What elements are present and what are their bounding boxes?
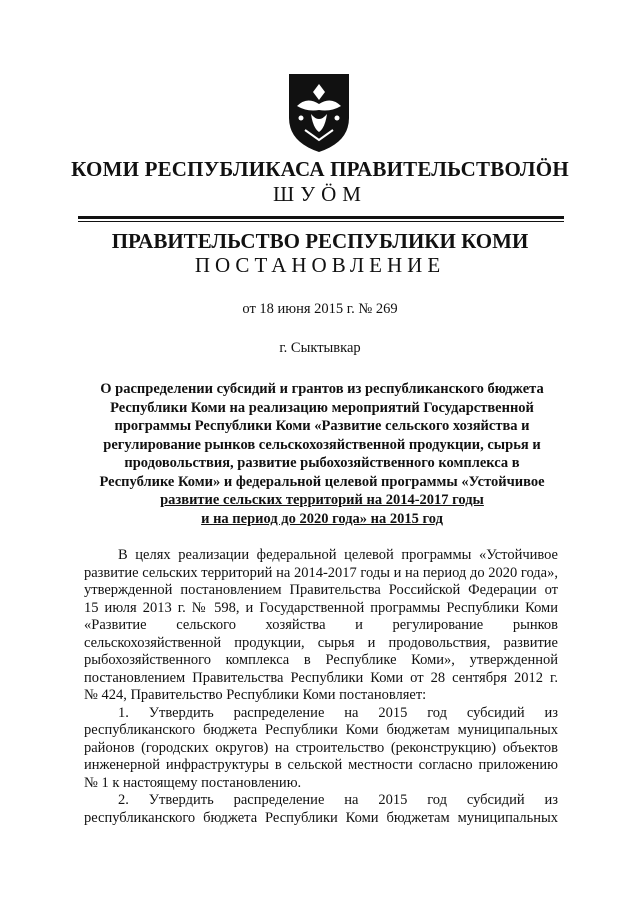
heading-line: Республики Коми на реализацию мероприятий Государственной <box>110 399 534 416</box>
government-title: ПРАВИТЕЛЬСТВО РЕСПУБЛИКИ КОМИ <box>111 229 529 253</box>
body-line: сельскохозяйственной продукции, сырья и продовольствия, развитие <box>84 634 558 651</box>
body-line: инженерной инфраструктуры в сельской местности согласно приложению <box>84 757 558 773</box>
body-line: рыбохозяйственного комплекса в Республике Коми», утвержденной <box>84 652 558 668</box>
heading-line: Республике Коми» и федеральной целевой программы «Устойчивое <box>99 473 545 490</box>
body-line: 2. Утвердить распределение на 2015 год субсидий из <box>118 792 558 808</box>
heading-line: регулирование рынков сельскохозяйственной продукции, сырья и <box>103 436 541 453</box>
header-divider-thin <box>78 221 564 222</box>
header-divider-thick <box>78 216 564 219</box>
coat-of-arms-icon <box>281 70 357 154</box>
body-line: развитие сельских территорий на 2014-2017 годы и на период до 2020 года», <box>84 564 558 581</box>
body-line: № 1 к настоящему постановлению. <box>84 774 302 791</box>
body-line: постановлением Правительства Республики Коми от 28 сентября 2012 г. <box>84 669 558 686</box>
body-line: республиканского бюджета Республики Коми бюджетам муниципальных <box>84 722 558 738</box>
body-line: 1. Утвердить распределение на 2015 год субсидий из <box>118 704 558 721</box>
body-line: «Развитие сельского хозяйства и регулирование рынков <box>84 617 558 633</box>
body-line: районов (городских округов) на строительство (реконструкцию) объектов <box>84 739 558 756</box>
document-date: от 18 июня 2015 г. № 269 <box>242 301 398 317</box>
document-place: г. Сыктывкар <box>279 340 361 356</box>
body-line: № 424, Правительство Республики Коми постановляет: <box>84 687 427 703</box>
heading-line: продовольствия, развитие рыбохозяйственного комплекса в <box>124 455 520 471</box>
heading-line: программы Республики Коми «Развитие сельского хозяйства и <box>114 418 530 434</box>
heading-line: развитие сельских территорий на 2014-2017 годы <box>160 492 484 508</box>
komi-document-type: ШУÖМ <box>273 182 367 206</box>
resolution-heading <box>80 380 564 528</box>
body-line: республиканского бюджета Республики Коми бюджетам муниципальных <box>84 809 558 826</box>
body-line: 15 июля 2013 г. № 598, и Государственной программы Республики Коми <box>84 599 558 616</box>
heading-line: и на период до 2020 года» на 2015 год <box>201 510 443 527</box>
resolution-body <box>84 547 558 827</box>
komi-government-title: КОМИ РЕСПУБЛИКАСА ПРАВИТЕЛЬСТВОЛÖН <box>71 157 569 181</box>
document-type: ПОСТАНОВЛЕНИЕ <box>194 253 446 277</box>
heading-line: О распределении субсидий и грантов из республиканского бюджета <box>100 381 544 397</box>
body-line: В целях реализации федеральной целевой программы «Устойчивое <box>118 547 558 563</box>
body-line: утвержденной постановлением Правительства Российской Федерации от <box>84 582 558 598</box>
